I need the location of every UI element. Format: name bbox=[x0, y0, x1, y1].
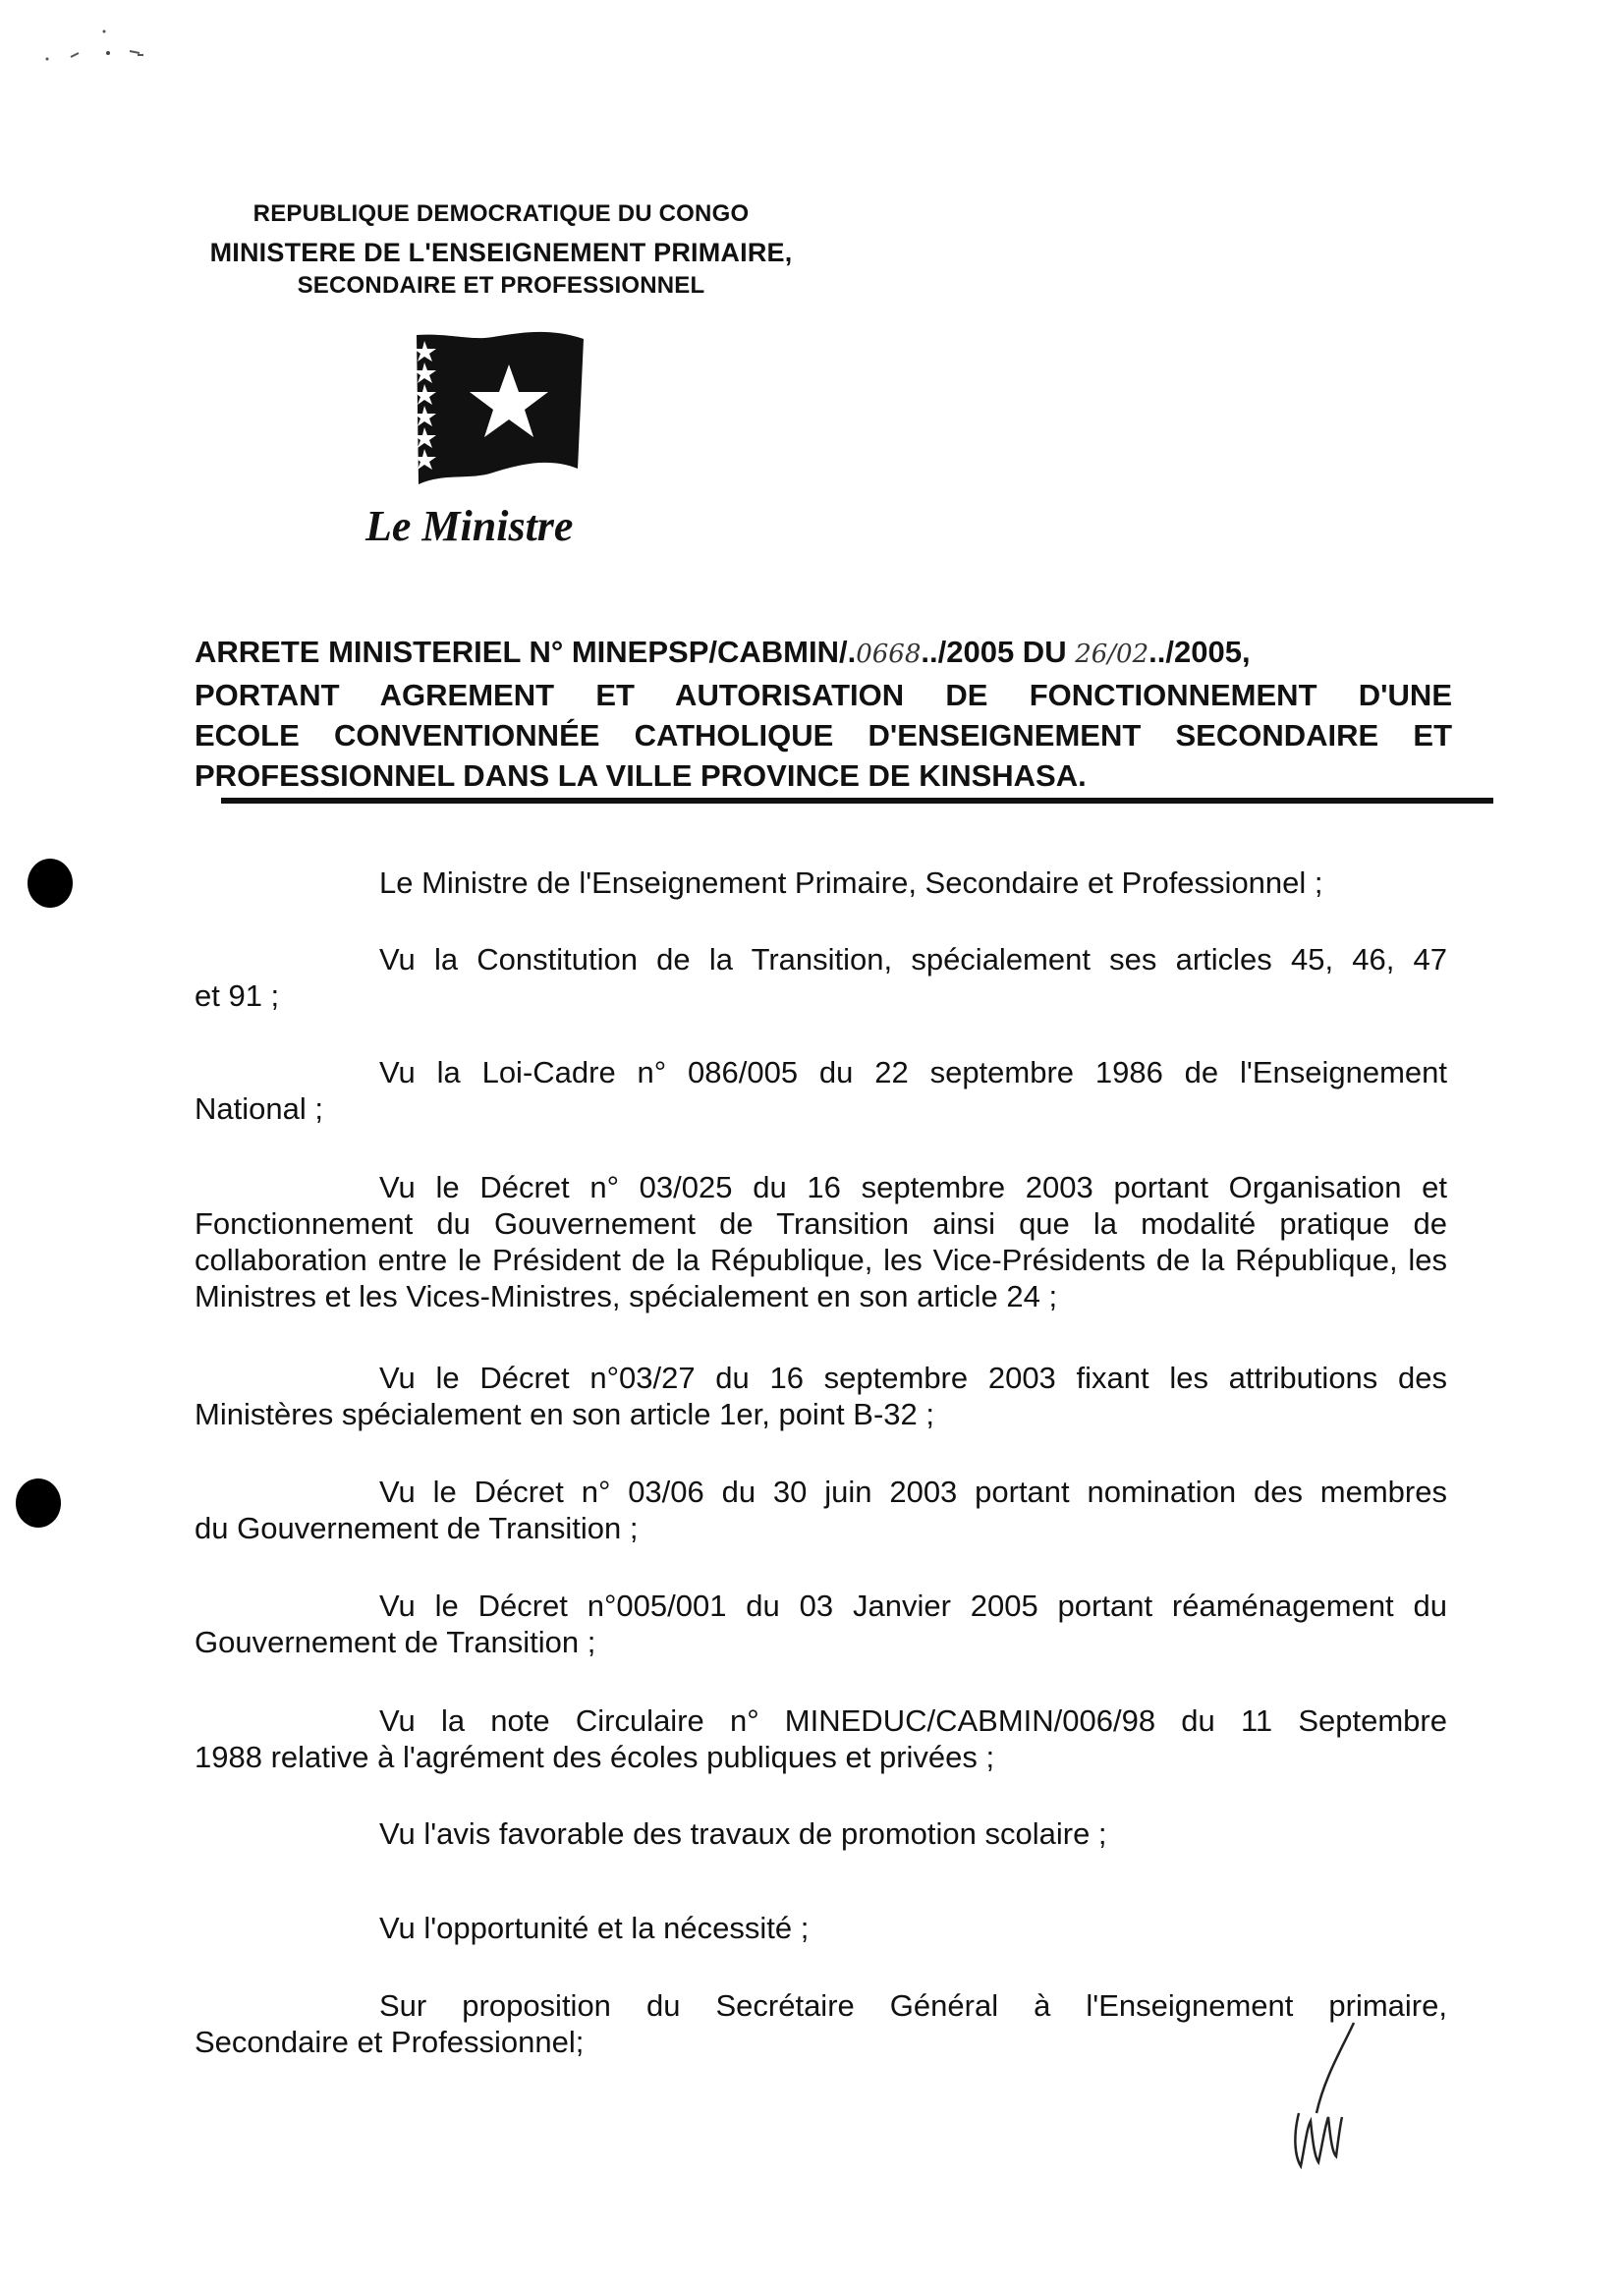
paragraph-text: Vu l'opportunité et la nécessité ; bbox=[379, 1911, 810, 1945]
header-ministry-sub: SECONDAIRE ET PROFESSIONNEL bbox=[297, 272, 705, 299]
preamble-paragraph bbox=[195, 941, 1447, 1014]
flag-star-icon bbox=[411, 329, 588, 494]
paragraph-continuation: et 91 ; bbox=[195, 978, 280, 1013]
preamble-paragraph bbox=[195, 1474, 1447, 1546]
decree-title-line2: PORTANT AGREMENT ET AUTORISATION DE FONCTIONNEMENT D'UNE bbox=[195, 678, 1452, 712]
decree-prefix: ARRETE MINISTERIEL N° MINEPSP/CABMIN/. bbox=[195, 635, 857, 669]
preamble-paragraph bbox=[195, 1702, 1447, 1775]
decree-mid: ../2005 DU bbox=[921, 635, 1076, 669]
decree-title bbox=[195, 632, 1452, 796]
punch-hole-mark bbox=[28, 859, 73, 908]
header-ministry: MINISTERE DE L'ENSEIGNEMENT PRIMAIRE, bbox=[209, 238, 793, 267]
paragraph-first-line: Vu la note Circulaire n° MINEDUC/CABMIN/006/98 du 11 Septembre bbox=[379, 1703, 1447, 1738]
paragraph-continuation: Secondaire et Professionnel; bbox=[195, 2025, 585, 2059]
handwritten-initials bbox=[1285, 2019, 1383, 2176]
preamble-paragraph bbox=[195, 1588, 1447, 1660]
paragraph-first-line: Vu le Décret n° 03/06 du 30 juin 2003 portant nomination des membres bbox=[379, 1475, 1447, 1509]
minister-title: Le Ministre bbox=[365, 502, 574, 550]
paragraph-first-line: Vu le Décret n° 03/025 du 16 septembre 2003 portant Organisation et bbox=[379, 1170, 1447, 1204]
paragraph-continuation: du Gouvernement de Transition ; bbox=[195, 1511, 639, 1545]
header-republic: REPUBLIQUE DEMOCRATIQUE DU CONGO bbox=[252, 200, 750, 227]
decree-title-line1 bbox=[195, 632, 1452, 675]
preamble-paragraph bbox=[195, 1360, 1447, 1432]
paragraph-text: Vu l'avis favorable des travaux de promotion scolaire ; bbox=[379, 1816, 1107, 1851]
scan-specks bbox=[35, 24, 173, 83]
paragraph-continuation: Ministères spécialement en son article 1er, point B-32 ; bbox=[195, 1397, 934, 1431]
decree-suffix: ../2005, bbox=[1148, 635, 1251, 669]
paragraph-first-line: Vu le Décret n°005/001 du 03 Janvier 2005 portant réaménagement du bbox=[379, 1589, 1447, 1623]
paragraph-first-line: Vu la Loi-Cadre n° 086/005 du 22 septembre 1986 de l'Enseignement bbox=[379, 1055, 1447, 1089]
decree-title-line4: PROFESSIONNEL DANS LA VILLE PROVINCE DE KINSHASA. bbox=[195, 758, 1087, 793]
paragraph-first-line: Sur proposition du Secrétaire Général à l'Enseignement primaire, bbox=[379, 1988, 1447, 2023]
preamble-paragraph bbox=[195, 1815, 1447, 1852]
paragraph-first-line: Vu le Décret n°03/27 du 16 septembre 2003 fixant les attributions des bbox=[379, 1361, 1447, 1395]
preamble-paragraph bbox=[195, 865, 1447, 901]
paragraph-continuation: National ; bbox=[195, 1091, 323, 1126]
preamble-paragraph bbox=[195, 1987, 1447, 2060]
preamble-paragraph bbox=[195, 1054, 1447, 1127]
preamble-paragraph bbox=[195, 1910, 1447, 1946]
punch-hole-mark bbox=[16, 1478, 61, 1528]
paragraph-first-line: Vu la Constitution de la Transition, spécialement ses articles 45, 46, 47 bbox=[379, 942, 1447, 976]
title-underline bbox=[221, 798, 1493, 804]
decree-title-line3: ECOLE CONVENTIONNÉE CATHOLIQUE D'ENSEIGNEMENT SECONDAIRE ET bbox=[195, 718, 1452, 753]
paragraph-continuation: 1988 relative à l'agrément des écoles publiques et privées ; bbox=[195, 1740, 995, 1774]
preamble-paragraph bbox=[195, 1169, 1447, 1314]
decree-date-handwritten: 26/02 bbox=[1075, 640, 1149, 669]
paragraph-text: Le Ministre de l'Enseignement Primaire, Secondaire et Professionnel ; bbox=[379, 865, 1323, 900]
paragraph-continuation: Fonctionnement du Gouvernement de Transition ainsi que la modalité pratique de collaboration entre le Président de la République, les Vice-Présidents de la République, les Ministres et les Vices-Ministres, spécialement en son article 24 ; bbox=[195, 1206, 1447, 1313]
decree-number-handwritten: 0668 bbox=[856, 640, 922, 669]
paragraph-continuation: Gouvernement de Transition ; bbox=[195, 1625, 596, 1659]
